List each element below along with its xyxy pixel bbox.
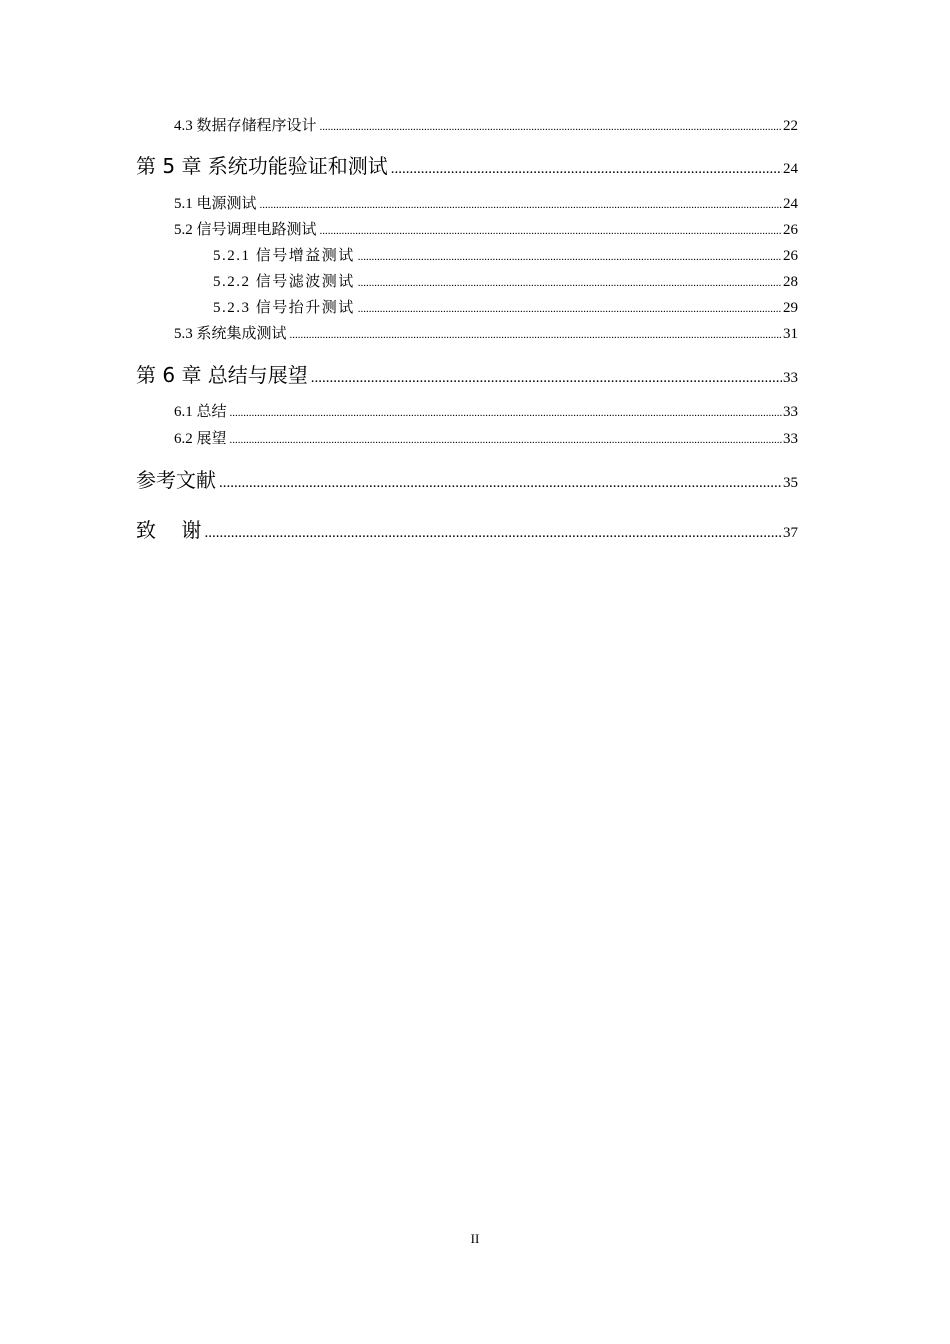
toc-entry-label: 6.1 总结 [174,404,227,420]
toc-dot-leader [358,298,782,320]
toc-dot-leader [219,469,782,497]
table-of-contents [0,0,950,600]
toc-entry-label: 5.2.2 信号滤波测试 [213,274,355,290]
toc-dot-leader [358,272,782,294]
toc-entry-5-3[interactable] [174,323,798,345]
toc-entry-5-2-3[interactable] [213,297,798,319]
toc-entry-page: 37 [783,525,798,541]
toc-entry-page: 26 [783,222,798,238]
toc-entry-label: 4.3 数据存储程序设计 [174,118,317,134]
toc-entry-page: 24 [783,196,798,212]
toc-entry-page: 26 [783,248,798,264]
page-number-footer: II [470,1231,480,1246]
toc-dot-leader [230,402,782,424]
toc-dot-leader [204,519,782,547]
toc-dot-leader [320,220,782,242]
toc-entry-page: 31 [783,326,798,342]
toc-entry-6-2[interactable] [174,428,798,450]
toc-entry-label: 5.2.1 信号增益测试 [213,248,355,264]
toc-dot-leader [311,364,782,392]
toc-dot-leader [260,194,782,216]
toc-entry-5-2-2[interactable] [213,271,798,293]
toc-entry-page: 33 [783,404,798,420]
toc-entry-5-2-1[interactable] [213,245,798,267]
toc-entry-5-1[interactable] [174,193,798,215]
toc-dot-leader [290,324,782,346]
toc-entry-label: 参考文献 [136,468,216,492]
toc-entry-6-1[interactable] [174,401,798,423]
toc-entry-page: 33 [783,370,798,386]
toc-entry-label: 第 5 章 系统功能验证和测试 [136,154,388,178]
toc-entry-4-3[interactable] [174,115,798,137]
toc-entry-5-2[interactable] [174,219,798,241]
toc-entry-acknowledgements[interactable] [136,516,798,544]
toc-dot-leader [230,429,782,451]
toc-entry-chapter-5[interactable] [136,152,798,180]
toc-entry-references[interactable] [136,466,798,494]
toc-entry-label: 5.2.3 信号抬升测试 [213,300,355,316]
toc-dot-leader [358,246,782,268]
toc-entry-page: 24 [783,161,798,177]
toc-entry-page: 22 [783,118,798,134]
toc-entry-label: 第 6 章 总结与展望 [136,363,308,387]
toc-entry-page: 29 [783,300,798,316]
toc-entry-page: 28 [783,274,798,290]
toc-dot-leader [391,155,782,183]
toc-entry-label: 5.2 信号调理电路测试 [174,222,317,238]
toc-dot-leader [320,116,782,138]
toc-entry-label: 5.1 电源测试 [174,196,257,212]
toc-entry-page: 33 [783,431,798,447]
toc-entry-page: 35 [783,475,798,491]
toc-entry-label: 5.3 系统集成测试 [174,326,287,342]
toc-entry-chapter-6[interactable] [136,361,798,389]
toc-entry-label: 致 谢 [136,518,202,542]
toc-entry-label: 6.2 展望 [174,431,227,447]
